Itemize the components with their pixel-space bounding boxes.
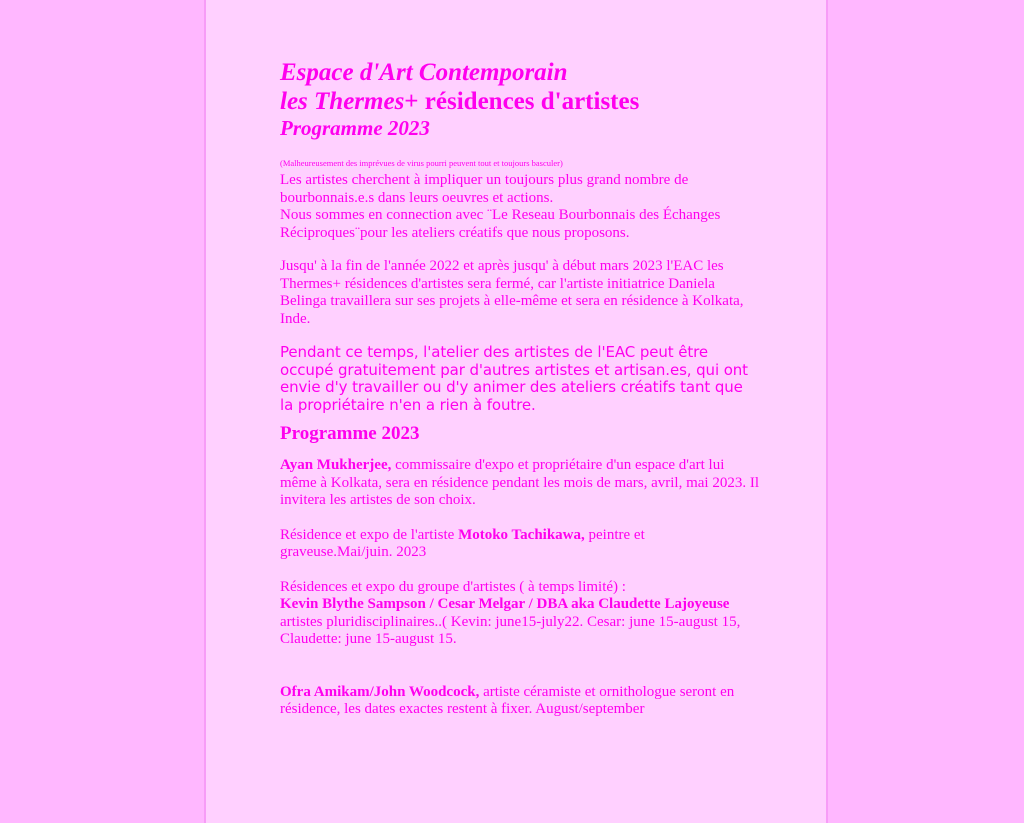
programme-item-motoko-prefix: Résidence et expo de l'artiste: [280, 526, 459, 543]
virus-note: (Malheureusement des imprévues de virus pourri peuvent tout et toujours basculer): [280, 158, 563, 168]
intro-paragraph-2: Jusqu' à la fin de l'année 2022 et après jusqu' à début mars 2023 l'EAC les Thermes+ résidences d'artistes sera fermé, car l'artiste initiatrice Daniela Belinga travaillera sur ses projets à elle-même et sera en résidence à Kolkata, Inde.: [280, 258, 744, 327]
programme-item-motoko-text: peintre et graveuse.Mai/juin. 2023: [280, 526, 645, 560]
artist-names-group: Kevin Blythe Sampson / Cesar Melgar / DBA aka Claudette Lajoyeuse: [280, 596, 730, 612]
artist-names-ofra-john: Ofra Amikam/John Woodcock,: [280, 683, 480, 700]
programme-item-ofra-text: artiste céramiste et ornithologue seront en résidence, les dates exactes restent à fixer. August/september: [280, 683, 735, 717]
intro-p1-line2: Nous sommes en connection avec ¨Le Reseau Bourbonnais des Échanges Réciproques¨pour les ateliers créatifs que nous proposons.: [280, 207, 721, 241]
programme-item-group-prefix: Résidences et expo du groupe d'artistes ( à temps limité) :: [280, 578, 626, 595]
page-panel: [204, 0, 828, 823]
main-content: [280, 58, 760, 719]
programme-item-ofra: [280, 684, 760, 719]
title-line2-rest: + résidences d'artistes: [404, 88, 640, 115]
programme-item-ayan: [280, 457, 760, 510]
title-line2-italic: les Thermes: [280, 88, 405, 115]
programme-item-group-text: artistes pluridisciplinaires..( Kevin: june15-july22. Cesar: june 15-august 15, Claudette: june 15-august 15.: [280, 613, 741, 647]
programme-heading: Programme 2023: [280, 423, 420, 444]
programme-item-motoko: [280, 527, 760, 562]
page-subtitle: Programme 2023: [280, 116, 430, 140]
page-title: [280, 58, 760, 116]
artist-name-ayan: Ayan Mukherjee,: [280, 457, 392, 473]
artist-name-motoko: Motoko Tachikawa,: [458, 526, 585, 543]
intro-paragraph-3: Pendant ce temps, l'atelier des artistes de l'EAC peut être occupé gratuitement par d'autres artistes et artisan.es, qui ont envie d'y travailler ou d'y animer des ateliers créatifs tant que la propriétaire n'en a rien à foutre.: [280, 343, 748, 414]
intro-p1-line1: Les artistes cherchent à impliquer un toujours plus grand nombre de bourbonnais.e.s dans leurs oeuvres et actions.: [280, 172, 689, 206]
title-line1: Espace d'Art Contemporain: [280, 59, 568, 86]
intro-paragraph-1: [280, 172, 760, 242]
programme-item-ayan-text: commissaire d'expo et propriétaire d'un espace d'art lui même à Kolkata, sera en résidence pendant les mois de mars, avril, mai 2023. Il invitera les artistes de son choix.: [280, 457, 760, 508]
programme-item-group: [280, 579, 760, 649]
